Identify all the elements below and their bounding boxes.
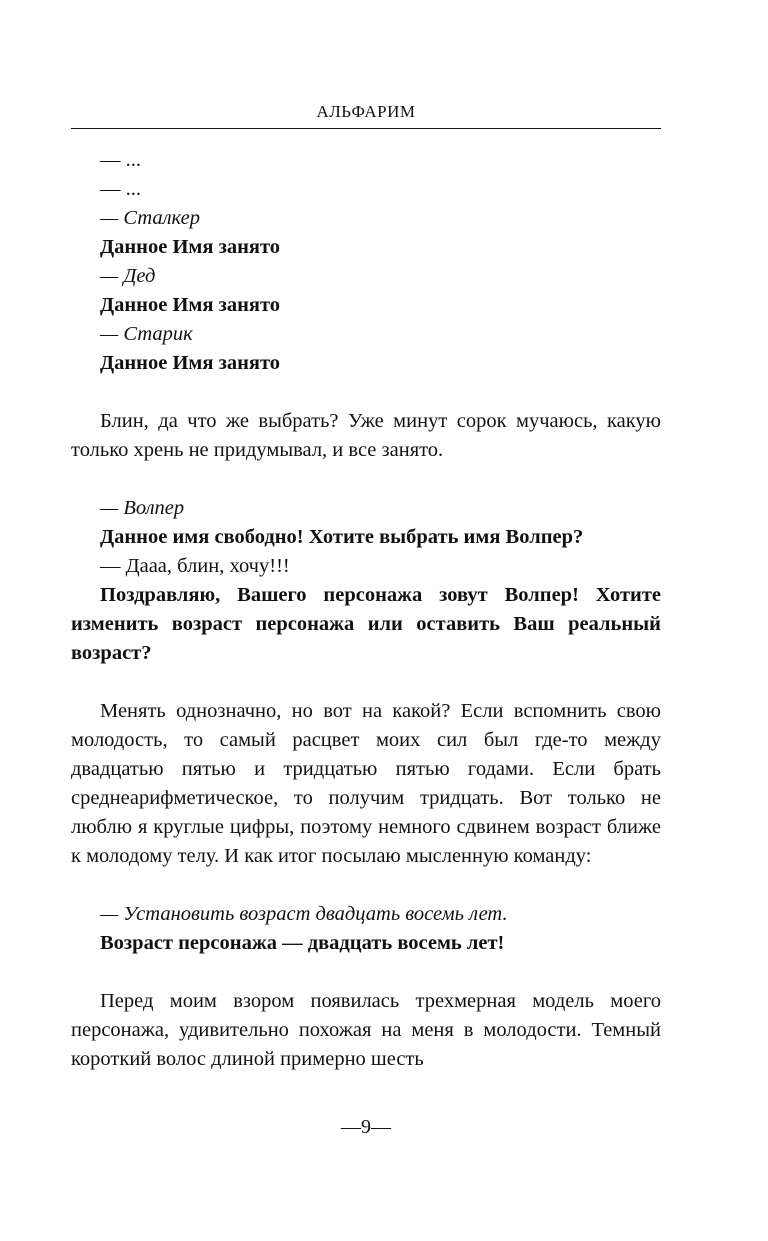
- page-number: —9—: [341, 1116, 391, 1138]
- dialog-line: — ...: [100, 178, 141, 200]
- system-message: Данное имя свободно! Хотите выбрать имя Волпер?: [100, 526, 584, 548]
- running-head-title: АЛЬФАРИМ: [316, 102, 416, 121]
- dialog-line-command: — Установить возраст двадцать восемь лет.: [100, 903, 508, 925]
- narrative-paragraph: Менять однозначно, но вот на какой? Если вспомнить свою молодость, то самый расцвет моих сил был где-то между двадцатью пятью и тридцатью пятью годами. Если брать среднеарифметическое, то получим тридцать. Вот только не люблю я круглые цифры, поэтому немного сдвинем возраст ближе к молодому телу. И как итог посылаю мысленную команду:: [71, 700, 661, 867]
- narrative-paragraph: Блин, да что же выбрать? Уже минут сорок мучаюсь, какую только хрень не придумывал, и все занято.: [71, 410, 661, 461]
- dialog-line-name-attempt: — Сталкер: [100, 207, 200, 229]
- system-message: Данное Имя занято: [100, 352, 281, 374]
- dialog-line-name-attempt: — Дед: [100, 265, 156, 287]
- system-message: Данное Имя занято: [100, 294, 281, 316]
- system-message: Данное Имя занято: [100, 236, 281, 258]
- book-page: [71, 0, 661, 1241]
- paragraph-gap: [71, 871, 661, 900]
- body-text: [71, 146, 661, 1074]
- dialog-line-name-attempt: — Волпер: [100, 497, 185, 519]
- paragraph-gap: [71, 465, 661, 494]
- narrative-paragraph: Перед моим взором появилась трехмерная модель моего персонажа, удивительно похожая на меня в молодости. Темный короткий волос длиной примерно шесть: [71, 990, 661, 1070]
- dialog-line: — ...: [100, 149, 141, 171]
- paragraph-gap: [71, 668, 661, 697]
- dialog-line-name-attempt: — Старик: [100, 323, 193, 345]
- header-rule: [71, 128, 661, 129]
- paragraph-gap: [71, 378, 661, 407]
- paragraph-gap: [71, 958, 661, 987]
- dialog-line: — Дааа, блин, хочу!!!: [100, 555, 290, 577]
- system-message: Поздравляю, Вашего персонажа зовут Волпер! Хотите изменить возраст персонажа или оставить Ваш реальный возраст?: [71, 584, 661, 664]
- system-message: Возраст персонажа — двадцать восемь лет!: [100, 932, 505, 954]
